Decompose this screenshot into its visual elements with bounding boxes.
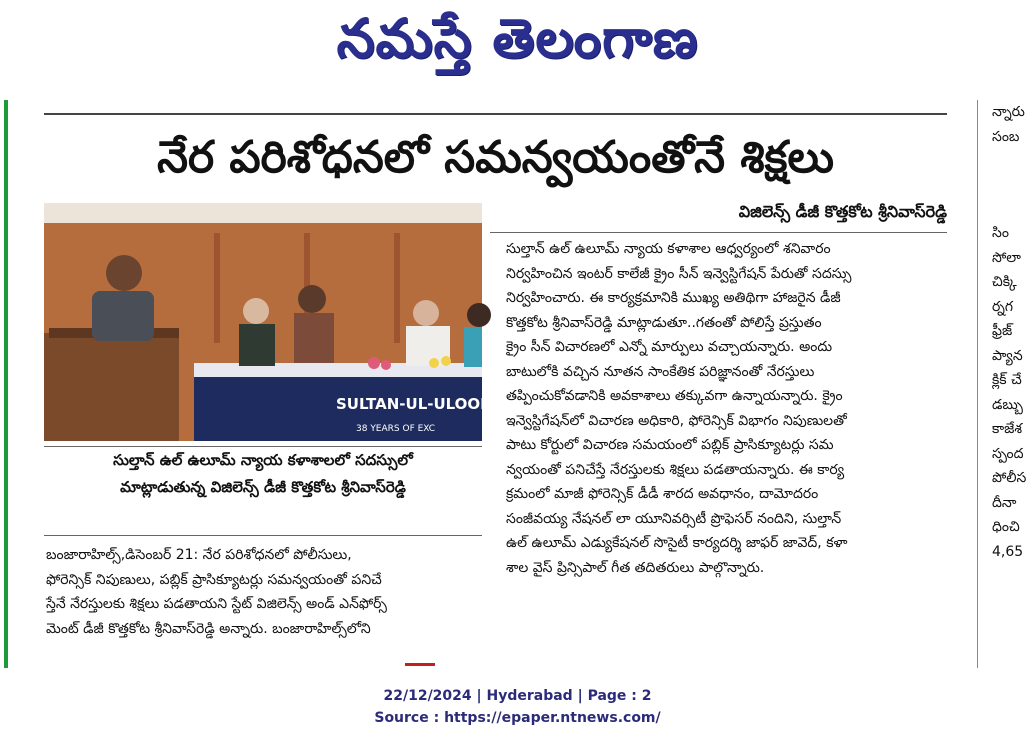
strip-line: సిం bbox=[992, 225, 1009, 241]
strip-line: కాజేశ bbox=[992, 421, 1023, 437]
body-left-line: స్తేనే నేరస్తులకు శిక్షలు పడతాయని స్టేట్ విజిలెన్స్ అండ్ ఎన్‌ఫోర్స్ bbox=[46, 596, 387, 612]
photo-caption bbox=[44, 447, 482, 501]
photo-banner-text: SULTAN-UL-ULOOM CO bbox=[336, 395, 525, 413]
caption-line-1: సుల్తాన్ ఉల్ ఉలూమ్ న్యాయ కళాశాలలో సదస్సులో bbox=[113, 451, 413, 469]
body-right-line: క్రైం సీన్ విచారణలో ఎన్నో మార్పులు వచ్చాయన్నారు. అందు bbox=[506, 339, 833, 355]
byline: విజిలెన్స్ డీజీ కొత్తకోట శ్రీనివాస్‌రెడ్డి bbox=[738, 202, 947, 221]
page-margin-rule bbox=[4, 100, 8, 668]
body-left-line: ఫోరెన్సిక్ నిపుణులు, పబ్లిక్ ప్రాసిక్యూటర్లు సమన్వయంతో పనిచే bbox=[46, 571, 382, 588]
caption-line-2: మాట్లాడుతున్న విజిలెన్స్ డీజీ కొత్తకోట శ్రీనివాస్‌రెడ్డి bbox=[120, 478, 406, 496]
column-divider bbox=[977, 100, 978, 668]
strip-line: డబ్బు bbox=[992, 396, 1023, 413]
body-right-line: కొత్తకోట శ్రీనివాస్‌రెడ్డి మాట్లాడుతూ..గతంతో పోలిస్తే ప్రస్తుతం bbox=[506, 314, 822, 331]
strip-line: క్లిక్ చే bbox=[992, 372, 1022, 388]
body-right-line: నిర్వహించారు. ఈ కార్యక్రమానికి ముఖ్య అతిథిగా హాజరైన డీజీ bbox=[506, 290, 841, 306]
strip-line: దీనా bbox=[992, 494, 1017, 511]
headline-top-rule bbox=[44, 113, 947, 115]
strip-line bbox=[992, 149, 1035, 221]
article-body-left-column bbox=[46, 543, 484, 641]
body-right-line: ఇన్వెస్టిగేషన్‌లో విచారణ అధికారి, ఫోరెన్సిక్ విభాగం నిపుణులతో bbox=[506, 412, 847, 429]
body-left-line: మెంట్ డీజీ కొత్తకోట శ్రీనివాస్‌రెడ్డి అన్నారు. బంజారాహిల్స్‌లోని bbox=[46, 620, 371, 637]
strip-line: పోలీస bbox=[992, 470, 1027, 486]
strip-line: న్నారు bbox=[992, 104, 1025, 120]
strip-line: ప్యాన bbox=[992, 347, 1023, 364]
body-left-line: బంజారాహిల్స్,డిసెంబర్ 21: నేర పరిశోధనలో పోలీసులు, bbox=[46, 547, 352, 563]
strip-line: సోలా bbox=[992, 249, 1021, 266]
strip-line: ధించి bbox=[992, 519, 1020, 535]
headline: నేర పరిశోధనలో సమన్వయంతోనే శిక్షలు bbox=[157, 132, 834, 183]
body-right-line: క్రమంలో మాజీ ఫోరెన్సిక్ డీడీ శారద అవధానం, దామోదరం bbox=[506, 486, 819, 502]
body-right-line: ఉల్ ఉలూమ్ ఎడ్యుకేషనల్ సొసైటీ కార్యదర్శి జాఫర్ జావెద్, కళా bbox=[506, 535, 848, 551]
body-right-line: న్వయంతో పనిచేస్తే నేరస్తులకు శిక్షలు పడతాయన్నారు. ఈ కార్య bbox=[506, 461, 845, 478]
strip-line: 4,65 bbox=[992, 543, 1024, 560]
article-end-marker bbox=[405, 663, 435, 666]
strip-line: ఫ్రీజ్ bbox=[992, 323, 1013, 339]
body-right-line: పాటు కోర్టులో విచారణ సమయంలో పబ్లిక్ ప్రాసిక్యూటర్లు సమ bbox=[506, 437, 834, 453]
article-photo bbox=[44, 203, 525, 441]
body-right-line: తప్పించుకోవడానికి అవకాశాలు తక్కువగా ఉన్నాయన్నారు. క్రైం bbox=[506, 388, 843, 404]
body-right-line: సంజీవయ్య నేషనల్ లా యూనివర్సిటీ ప్రొఫెసర్ నందిని, సుల్తాన్ bbox=[506, 510, 842, 527]
photo-banner-subtext: 38 YEARS OF EXC bbox=[356, 424, 436, 434]
strip-line: సంబ bbox=[992, 128, 1020, 145]
strip-line: చిక్కి bbox=[992, 274, 1017, 290]
caption-bottom-rule bbox=[44, 535, 482, 536]
strip-line: స్పంద bbox=[992, 445, 1024, 462]
photo-illustration bbox=[44, 203, 525, 441]
article-body-right-column bbox=[506, 237, 944, 580]
body-right-line: శాల వైస్ ప్రిన్సిపాల్ గీత తదితరులు పాల్గొన్నారు. bbox=[506, 559, 765, 576]
adjacent-article-strip bbox=[992, 100, 1035, 564]
masthead-logo: నమస్తే తెలంగాణ bbox=[336, 7, 699, 70]
footer-date-page: 22/12/2024 | Hyderabad | Page : 2 bbox=[383, 688, 652, 704]
body-right-line: బాటులోకి వచ్చిన నూతన సాంకేతిక పరిజ్ఞానంతో నేరస్తులు bbox=[506, 363, 815, 380]
byline-rule bbox=[490, 232, 947, 233]
body-right-line: సుల్తాన్ ఉల్ ఉలూమ్ న్యాయ కళాశాల ఆధ్వర్యంలో శనివారం bbox=[506, 241, 831, 257]
body-right-line: నిర్వహించిన ఇంటర్ కాలేజీ క్రైం సీన్ ఇన్వెస్టిగేషన్ పేరుతో సదస్సు bbox=[506, 265, 852, 282]
strip-line: ర్నగ bbox=[992, 298, 1014, 315]
footer-source: Source : https://epaper.ntnews.com/ bbox=[374, 710, 661, 726]
